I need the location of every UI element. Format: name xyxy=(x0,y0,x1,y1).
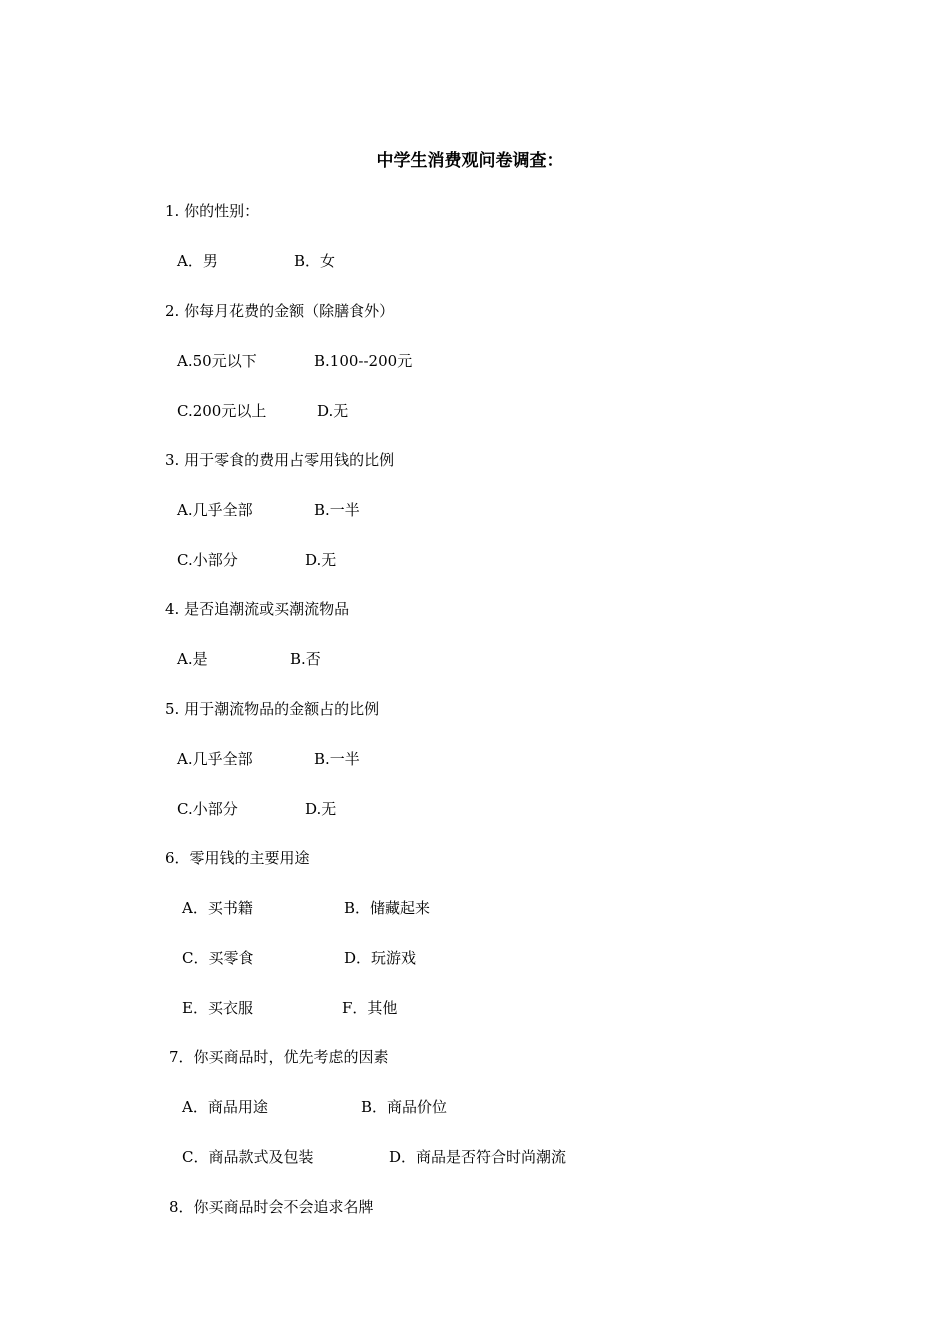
q1-option-a: A．男 xyxy=(177,252,218,270)
q6-option-e: E．买衣服 xyxy=(182,999,253,1017)
q7-option-b: B．商品价位 xyxy=(361,1098,448,1116)
question-6: 6．零用钱的主要用途 xyxy=(165,849,310,867)
question-8: 8．你买商品时会不会追求名牌 xyxy=(169,1198,374,1216)
q7-option-d: D．商品是否符合时尚潮流 xyxy=(389,1148,567,1166)
q7-option-a: A．商品用途 xyxy=(182,1098,268,1116)
question-4: 4. 是否追潮流或买潮流物品 xyxy=(165,600,350,618)
q3-option-c: C.小部分 xyxy=(177,551,238,569)
q7-option-c: C．商品款式及包装 xyxy=(182,1148,314,1166)
q5-option-d: D.无 xyxy=(305,800,337,818)
q2-option-d: D.无 xyxy=(317,402,349,420)
question-1: 1. 你的性别： xyxy=(165,202,260,220)
q3-option-b: B.一半 xyxy=(314,501,360,519)
q5-option-b: B.一半 xyxy=(314,750,360,768)
q2-option-c: C.200元以上 xyxy=(177,402,267,420)
q6-option-b: B．储藏起来 xyxy=(344,899,431,917)
q2-option-b: B.100--200元 xyxy=(314,352,413,370)
q3-option-a: A.几乎全部 xyxy=(177,501,253,519)
q2-option-a: A.50元以下 xyxy=(177,352,257,370)
question-7: 7．你买商品时，优先考虑的因素 xyxy=(169,1048,389,1066)
q5-option-c: C.小部分 xyxy=(177,800,238,818)
question-5: 5. 用于潮流物品的金额占的比例 xyxy=(165,700,380,718)
q6-option-d: D．玩游戏 xyxy=(344,949,417,967)
question-3: 3. 用于零食的费用占零用钱的比例 xyxy=(165,451,395,469)
page-title: 中学生消费观问卷调查： xyxy=(376,151,564,171)
q5-option-a: A.几乎全部 xyxy=(177,750,253,768)
question-2: 2. 你每月花费的金额（除膳食外） xyxy=(165,302,395,320)
q1-option-b: B．女 xyxy=(294,252,336,270)
q4-option-b: B.否 xyxy=(290,650,321,668)
q6-option-f: F．其他 xyxy=(342,999,398,1017)
q3-option-d: D.无 xyxy=(305,551,337,569)
q6-option-a: A．买书籍 xyxy=(182,899,253,917)
q4-option-a: A.是 xyxy=(177,650,208,668)
q6-option-c: C．买零食 xyxy=(182,949,254,967)
